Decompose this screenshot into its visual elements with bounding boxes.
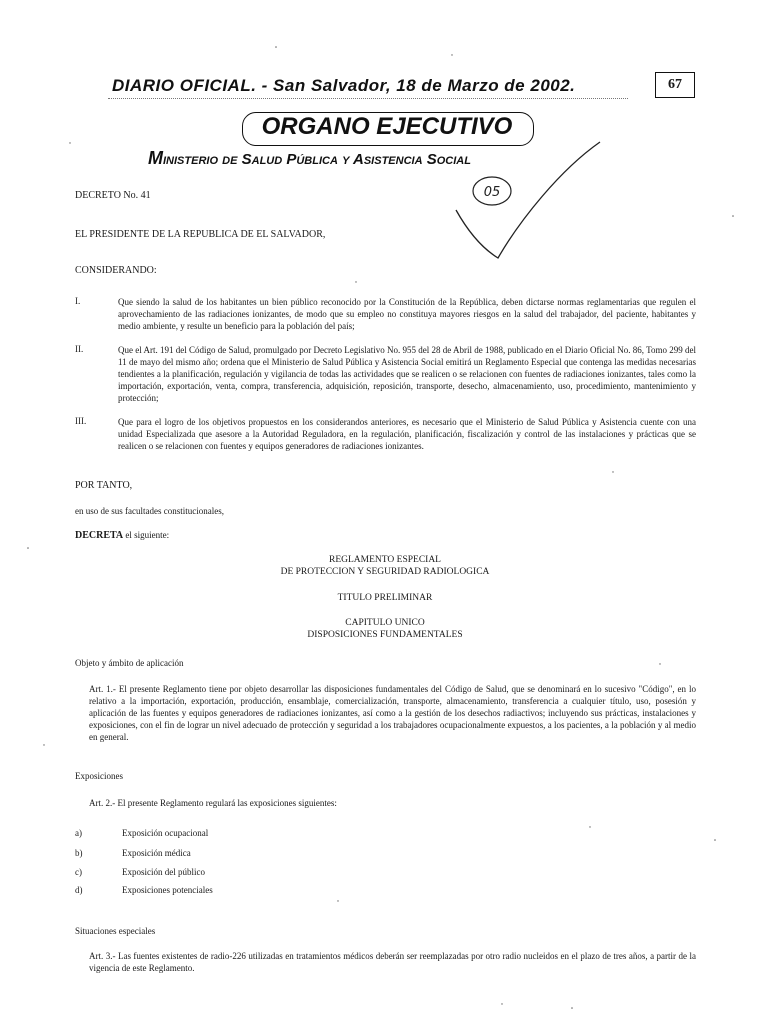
stamp-text: 05 — [483, 185, 501, 200]
decreta-word: DECRETA — [75, 530, 124, 541]
article-2-text: Art. 2.- El presente Reglamento regulará las exposiciones siguientes: — [89, 798, 337, 808]
article-3 — [75, 950, 696, 974]
disposiciones-heading: DISPOSICIONES FUNDAMENTALES — [307, 630, 463, 640]
titulo-preliminar: TITULO PRELIMINAR — [337, 593, 433, 603]
reglamento-line1: REGLAMENTO ESPECIAL — [329, 555, 441, 565]
organo-title: ORGANO EJECUTIVO — [261, 113, 513, 140]
list-item: Exposición del público — [122, 867, 205, 877]
situaciones-heading: Situaciones especiales — [75, 926, 156, 936]
list-letter: d) — [75, 885, 83, 895]
header-title: DIARIO OFICIAL. - San Salvador, 18 de Marzo de 2002. — [112, 76, 576, 95]
article-3-text: Art. 3.- Las fuentes existentes de radio-226 utilizadas en tratamientos médicos deberán ser reemplazadas por otro radio nucleidos en el plazo de tres años, a partir de la vigencia de este Reglamento. — [89, 951, 696, 973]
article-1 — [75, 683, 696, 743]
page-number: 67 — [655, 72, 695, 98]
facultades-line: en uso de sus facultades constitucionales, — [75, 506, 224, 516]
considerando-heading: CONSIDERANDO: — [75, 265, 157, 276]
decree-number: DECRETO No. 41 — [75, 190, 151, 201]
president-line: EL PRESIDENTE DE LA REPUBLICA DE EL SALVADOR, — [75, 229, 326, 240]
article-1-text: Art. 1.- El presente Reglamento tiene por objeto desarrollar las disposiciones fundamentales del Código de Salud, que se denominará en lo sucesivo "Código", en lo relativo a la importación, exportación, producción, ensamblaje, comercialización, transporte, almacenamiento, transferencia a cualquier título, uso, posesión y aplicación de las fuentes y equipos generadores de radiaciones ionizantes, así como a la gestión de los desechos radiactivos; incluyendo sus prácticas, instalaciones y exposiciones, con el fin de lograr un nivel adecuado de protección y seguridad a los trabajadores ocupacionalmente expuestos, a los pacientes, a la población y al medio en general. — [89, 684, 696, 742]
list-item: Exposición médica — [122, 848, 191, 858]
objeto-heading: Objeto y ámbito de aplicación — [75, 658, 184, 668]
ministerio-title: Ministerio de Salud Pública y Asistencia Social — [148, 148, 471, 168]
list-letter: a) — [75, 828, 82, 838]
list-item: Exposiciones potenciales — [122, 885, 213, 895]
list-letter: b) — [75, 848, 83, 858]
considerando-text: Que para el logro de los objetivos propuestos en los considerandos anteriores, es necesario que el Ministerio de Salud Pública y Asistencia cuente con una unidad Especializada que asesore a la Autoridad Reguladora, en la regulación, planificación, fiscalización y control de las instalaciones y prácticas que se realicen o se relacionen con fuentes y equipos generadores de radiaciones ionizantes. — [118, 417, 696, 451]
considerando-text: Que el Art. 191 del Código de Salud, promulgado por Decreto Legislativo No. 955 del 28 de Abril de 1988, publicado en el Diario Oficial No. 86, Tomo 299 del 11 de mayo del mismo año; ordena que el Ministerio de Salud Pública y Asistencia Social emitirá un Reglamento Especial que contenga las medidas necesarias tendientes a la planificación, regulación y vigilancia de todas las actividades que se realicen o se relacionen con fuentes de radiaciones ionizantes, tales como la importación, exportación, venta, compra, transferencia, adquisición, reposición, transporte, desecho, almacenamiento, uso, procedimiento, mantenimiento y protección; — [118, 345, 696, 403]
por-tanto: POR TANTO, — [75, 480, 133, 491]
handwritten-stamp — [470, 174, 514, 208]
capitulo-unico: CAPITULO UNICO — [345, 618, 425, 628]
considerando-text: Que siendo la salud de los habitantes un bien público reconocido por la Constitución de la República, deben dictarse normas reglamentarias que regulen el aprovechamiento de las radiaciones ionizantes, de modo que su empleo no constituya mayores riesgos en la salud del trabajador, del paciente, habitantes y medio ambiente, y resulte un beneficio para la población del país; — [118, 297, 696, 331]
list-item: Exposición ocupacional — [122, 828, 209, 838]
exposiciones-heading: Exposiciones — [75, 771, 123, 781]
article-2 — [75, 797, 696, 809]
list-letter: c) — [75, 867, 82, 877]
considerando-number: I. — [75, 296, 81, 306]
decreta-line — [75, 529, 169, 541]
considerando-number: III. — [75, 416, 87, 426]
decreta-rest: el siguiente: — [123, 530, 170, 540]
reglamento-line2: DE PROTECCION Y SEGURIDAD RADIOLOGICA — [280, 567, 490, 577]
considerando-number: II. — [75, 344, 84, 354]
header-rule — [108, 98, 628, 99]
